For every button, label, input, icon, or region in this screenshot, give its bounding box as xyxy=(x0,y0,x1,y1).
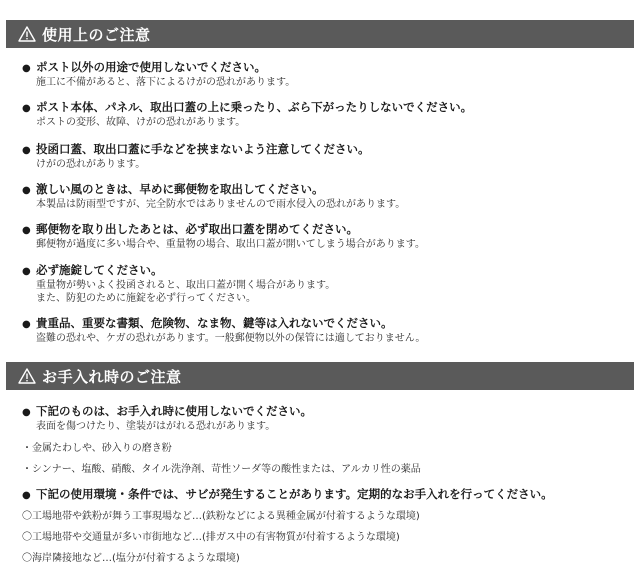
bullet-icon: ● xyxy=(22,185,31,196)
caution-item-text: ポストの変形、故障、けがの恐れがあります。 xyxy=(36,117,246,128)
maintenance-caution-title: お手入れ時のご注意 xyxy=(42,367,182,386)
sub-list-item: ・金属たわしや、砂入りの磨き粉 xyxy=(22,443,172,454)
bullet-icon: ● xyxy=(22,103,31,114)
usage-caution-header xyxy=(6,20,634,48)
caution-item xyxy=(22,182,632,211)
environment-list-item: 〇海岸隣接地など…(塩分が付着するような環境) xyxy=(22,553,240,564)
environment-list-item: 〇工場地帯や交通量が多い市街地など…(排ガス中の有害物質が付着するような環境) xyxy=(22,532,400,543)
caution-item-title: 激しい風のときは、早めに郵便物を取出してください。 xyxy=(36,182,324,196)
caution-item-title: 下記の使用環境・条件では、サビが発生することがあります。定期的なお手入れを行ってください。 xyxy=(36,487,553,501)
caution-item xyxy=(22,222,632,251)
caution-item-title: 必ず施錠してください。 xyxy=(36,263,163,277)
environment-list-item: 〇工場地帯や鉄粉が舞う工事現場など…(鉄粉などによる異種金属が付着するような環境) xyxy=(22,511,420,522)
sub-list-item: ・シンナー、塩酸、硝酸、タイル洗浄剤、苛性ソーダ等の酸性または、アルカリ性の薬品 xyxy=(22,464,421,475)
caution-item-text: 表面を傷つけたり、塗装がはがれる恐れがあります。 xyxy=(36,421,276,432)
caution-item xyxy=(22,100,632,129)
warning-icon xyxy=(18,26,36,42)
caution-item-title: 下記のものは、お手入れ時に使用しないでください。 xyxy=(36,404,312,418)
bullet-icon: ● xyxy=(22,319,31,330)
bullet-icon: ● xyxy=(22,63,31,74)
caution-item-title: 投函口蓋、取出口蓋に手などを挟まないよう注意してください。 xyxy=(36,142,370,156)
caution-item-title: ポスト本体、パネル、取出口蓋の上に乗ったり、ぶら下がったりしないでください。 xyxy=(36,100,473,114)
bullet-icon: ● xyxy=(22,225,31,236)
caution-item xyxy=(22,60,632,89)
warning-icon xyxy=(18,368,36,384)
caution-item-text: 施工に不備があると、落下によるけがの恐れがあります。 xyxy=(36,77,296,88)
caution-item-text: 盗難の恐れや、ケガの恐れがあります。一般郵便物以外の保管には適しておりません。 xyxy=(36,333,426,344)
bullet-icon: ● xyxy=(22,266,31,277)
bullet-icon: ● xyxy=(22,490,31,501)
maintenance-caution-header xyxy=(6,362,634,390)
bullet-icon: ● xyxy=(22,407,31,418)
caution-item-title: 貴重品、重要な書類、危険物、なま物、鍵等は入れないでください。 xyxy=(36,316,393,330)
caution-item xyxy=(22,316,632,345)
caution-item xyxy=(22,142,632,171)
caution-item-text: けがの恐れがあります。 xyxy=(36,159,146,170)
usage-caution-title: 使用上のご注意 xyxy=(42,25,151,44)
caution-item-text: 本製品は防雨型ですが、完全防水ではありませんので雨水侵入の恐れがあります。 xyxy=(36,199,406,210)
caution-item-text: 郵便物が過度に多い場合や、重量物の場合、取出口蓋が開いてしまう場合があります。 xyxy=(36,239,425,250)
caution-item xyxy=(22,404,632,433)
caution-item-text: 重量物が勢いよく投函されると、取出口蓋が開く場合があります。 xyxy=(36,280,336,291)
bullet-icon: ● xyxy=(22,145,31,156)
caution-item xyxy=(22,487,632,503)
caution-item-title: 郵便物を取り出したあとは、必ず取出口蓋を閉めてください。 xyxy=(36,222,358,236)
caution-item xyxy=(22,263,632,305)
caution-item-text: また、防犯のために施錠を必ず行ってください。 xyxy=(36,293,256,304)
caution-item-title: ポスト以外の用途で使用しないでください。 xyxy=(36,60,266,74)
